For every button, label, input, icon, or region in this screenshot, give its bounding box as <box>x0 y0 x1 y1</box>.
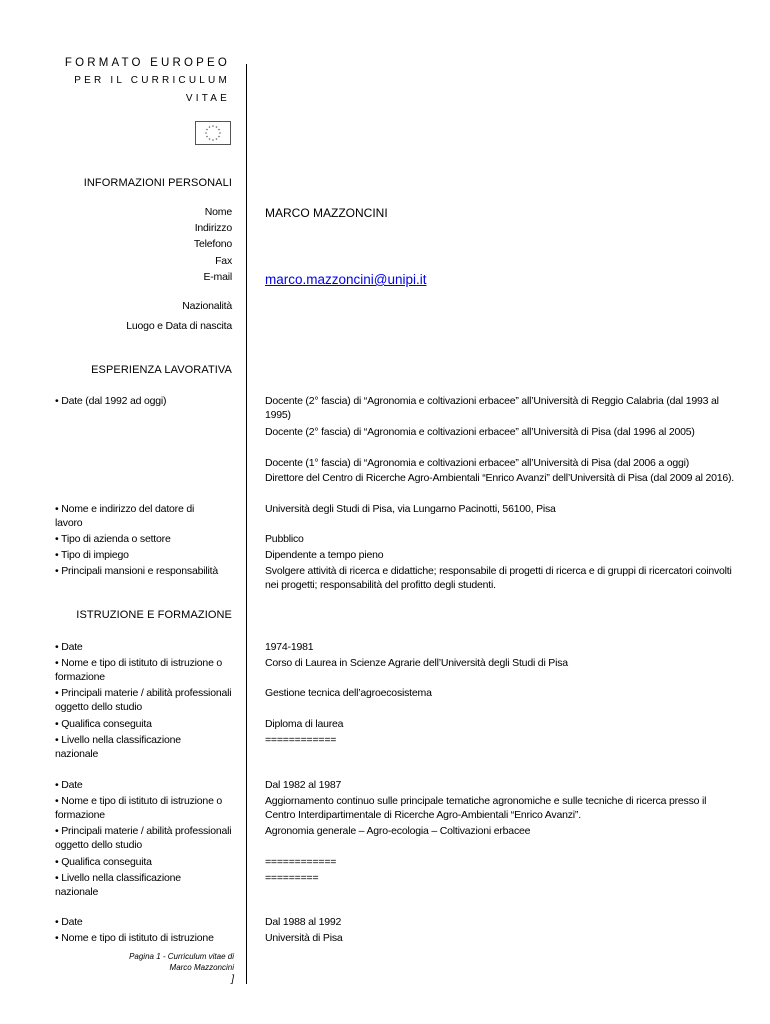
duties-value: Svolgere attività di ricerca e didattiche; responsabile di progetti di ricerca e di gruppi di ricercatori coinvolti nei progetti; responsabilità del profitto degli studenti. <box>265 565 732 591</box>
person-name: MARCO MAZZONCINI <box>265 206 388 220</box>
edu2-qualification: ============ <box>265 856 337 868</box>
label-nome: Nome <box>204 206 232 218</box>
edu2-label-qualification: • Qualifica conseguita <box>55 856 152 868</box>
title-line-1: FORMATO EUROPEO <box>64 57 230 69</box>
edu2-label-level: • Livello nella classificazione nazionale <box>55 872 181 898</box>
edu2-institute: Aggiornamento continuo sulle principale tematiche agronomiche e sulle tecniche di ricerca presso il Centro Interdipartimentale di Ricerche Agro-Ambientali “Enrico Avanzi”. <box>265 795 707 821</box>
edu2-label-institute: • Nome e tipo di istituto di istruzione o formazione <box>55 795 223 821</box>
experience-date-value-1: Docente (2° fascia) di “Agronomia e coltivazioni erbacee” all’Università di Reggio Calabria (dal 1993 al 1995) <box>265 395 719 421</box>
eu-flag-icon <box>195 121 231 145</box>
edu1-level: ============ <box>265 734 337 746</box>
label-sector: • Tipo di azienda o settore <box>55 533 171 545</box>
title-line-2: PER IL CURRICULUM <box>74 75 230 86</box>
label-telefono: Telefono <box>193 238 232 250</box>
section-title-personal: INFORMAZIONI PERSONALI <box>83 177 232 189</box>
edu3-label-date: • Date <box>55 916 83 928</box>
edu3-label-institute: • Nome e tipo di istituto di istruzione <box>55 932 214 944</box>
edu2-subjects: Agronomia generale – Agro-ecologia – Coltivazioni erbacee <box>265 825 531 837</box>
footer-name-line: Marco Mazzoncini <box>169 963 234 972</box>
sector-value: Pubblico <box>265 533 304 545</box>
label-luogo-data: Luogo e Data di nascita <box>126 320 232 332</box>
edu1-qualification: Diploma di laurea <box>265 718 344 730</box>
edu2-level: ========= <box>265 872 319 884</box>
title-line-3: VITAE <box>185 93 230 104</box>
edu1-label-qualification: • Qualifica conseguita <box>55 718 152 730</box>
edu1-subjects: Gestione tecnica dell’agroecosistema <box>265 687 432 699</box>
edu3-institute: Università di Pisa <box>265 932 343 944</box>
job-type-value: Dipendente a tempo pieno <box>265 549 384 561</box>
edu2-label-date: • Date <box>55 779 83 791</box>
experience-date-value-2: Docente (2° fascia) di “Agronomia e coltivazioni erbacee” all’Università di Pisa (dal 1996 al 2005) <box>265 426 695 438</box>
edu2-label-subjects: • Principali materie / abilità professionali oggetto dello studio <box>55 825 232 851</box>
label-job-type: • Tipo di impiego <box>55 549 129 561</box>
label-indirizzo: Indirizzo <box>194 222 232 234</box>
footer-page-line: Pagina 1 - Curriculum vitae di <box>129 952 234 961</box>
edu1-label-institute: • Nome e tipo di istituto di istruzione o formazione <box>55 657 223 683</box>
label-nazionalita: Nazionalità <box>182 300 232 312</box>
label-duties: • Principali mansioni e responsabilità <box>55 565 218 577</box>
email-link[interactable]: marco.mazzoncini@unipi.it <box>265 272 427 287</box>
edu1-label-subjects: • Principali materie / abilità professionali oggetto dello studio <box>55 687 232 713</box>
edu2-date: Dal 1982 al 1987 <box>265 779 342 791</box>
section-title-education: ISTRUZIONE E FORMAZIONE <box>76 609 232 621</box>
edu3-date: Dal 1988 al 1992 <box>265 916 342 928</box>
edu1-date: 1974-1981 <box>265 641 314 653</box>
footer-bracket: ] <box>231 974 234 985</box>
edu1-institute: Corso di Laurea in Scienze Agrarie dell’Università degli Studi di Pisa <box>265 657 568 669</box>
experience-date-value-4: Direttore del Centro di Ricerche Agro-Ambientali “Enrico Avanzi” dell’Università di Pisa (dal 2009 al 2016). <box>265 472 735 484</box>
vertical-divider <box>246 64 247 984</box>
section-title-experience: ESPERIENZA LAVORATIVA <box>91 364 232 376</box>
employer-value: Università degli Studi di Pisa, via Lungarno Pacinotti, 56100, Pisa <box>265 503 556 515</box>
label-employer: • Nome e indirizzo del datore di lavoro <box>55 503 195 529</box>
edu1-label-date: • Date <box>55 641 83 653</box>
experience-date-value-3: Docente (1° fascia) di “Agronomia e coltivazioni erbacee” all’Università di Pisa (dal 2006 a oggi) <box>265 457 690 469</box>
label-date-experience: • Date (dal 1992 ad oggi) <box>55 395 167 407</box>
label-email: E-mail <box>203 271 232 283</box>
label-fax: Fax <box>215 255 232 267</box>
edu1-label-level: • Livello nella classificazione nazionale <box>55 734 181 760</box>
